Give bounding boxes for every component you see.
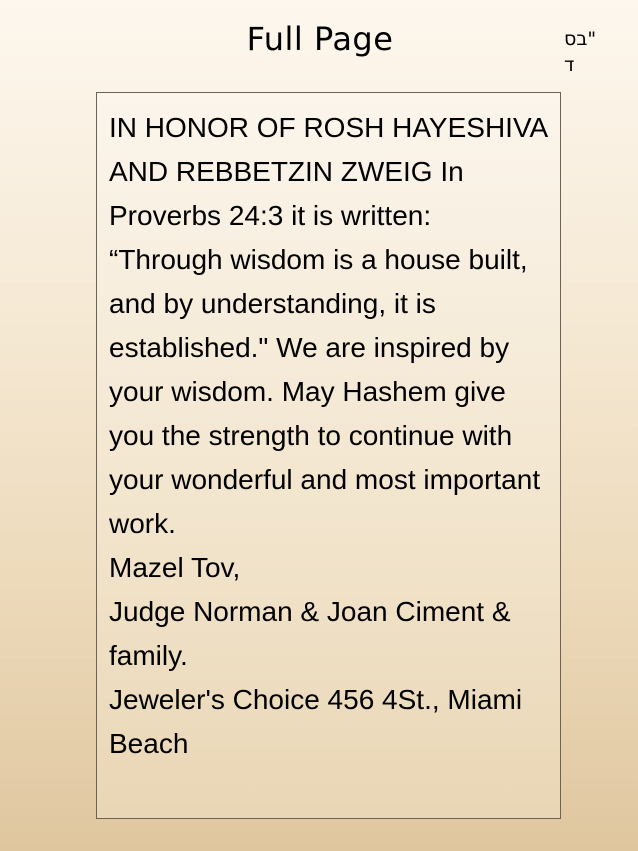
corner-mark-line-1: בס" <box>564 28 597 50</box>
page-title: Full Page <box>246 20 394 58</box>
ad-business-info: Jeweler's Choice 456 4St., Miami Beach <box>109 684 523 759</box>
ad-body-text: IN HONOR OF ROSH HAYESHIVA AND REBBETZIN ZWEIG In Proverbs 24:3 it is written: “Through wisdom is a house built, and by understanding, it is established." We are inspired by your wisdom. May Hashem give you the strength to continue with your wonderful and most important work. <box>109 112 547 539</box>
ad-box <box>96 92 561 819</box>
ad-signature: Judge Norman & Joan Ciment & family. <box>109 596 511 671</box>
corner-mark <box>564 26 620 78</box>
corner-mark-line-2: ד <box>564 54 575 76</box>
ad-closing: Mazel Tov, <box>109 552 241 583</box>
